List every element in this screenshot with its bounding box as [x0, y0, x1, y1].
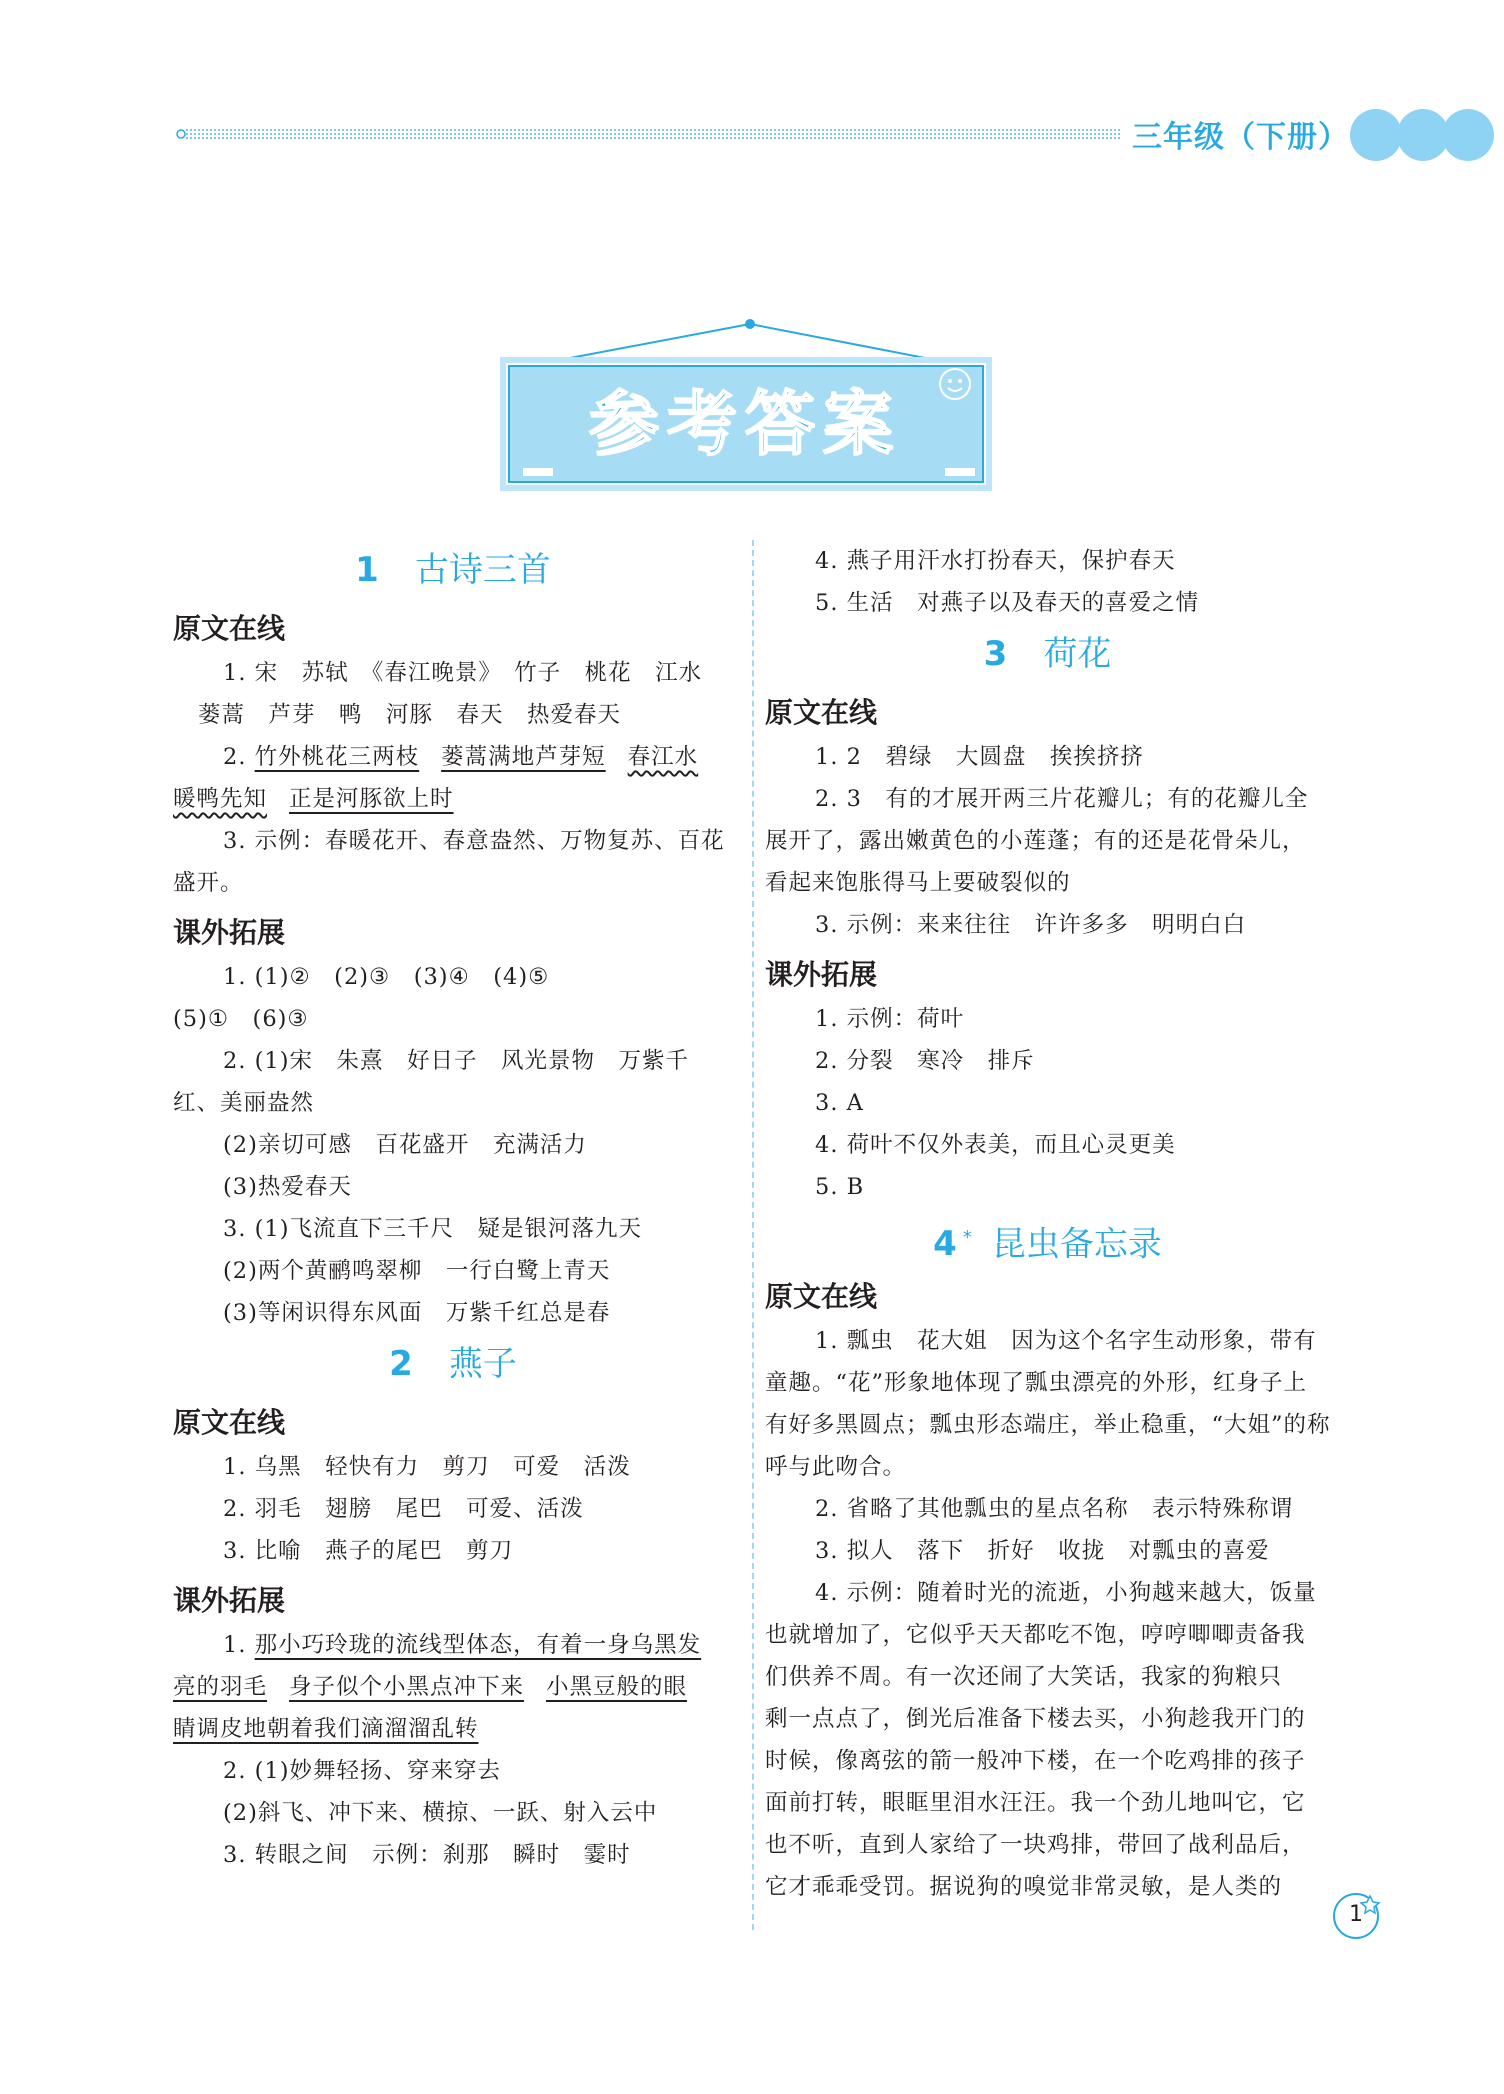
answer-line: 睛调皮地朝着我们滴溜溜乱转 [173, 1716, 479, 1742]
answer-line: 1. 乌黑 轻快有力 剪刀 可爱 活泼 [223, 1454, 631, 1480]
answer-line: 2. (1)宋 朱熹 好日子 风光景物 万紫千 [223, 1048, 689, 1074]
lesson-1-heading: 1 古诗三首 [355, 550, 551, 590]
answer-line: 盛开。 [173, 870, 244, 896]
answer-line: 蒌蒿 芦芽 鸭 河豚 春天 热爱春天 [198, 702, 622, 728]
answer-line: 4. 示例：随着时光的流逝，小狗越来越大，饭量 [815, 1580, 1317, 1606]
answer-line: 3. A [815, 1090, 864, 1116]
grade-label: 三年级（下册） [1132, 120, 1349, 155]
answer-line: 呼与此吻合。 [765, 1454, 907, 1480]
answer-line: 它才乖乖受罚。据说狗的嗅觉非常灵敏，是人类的 [765, 1874, 1283, 1900]
answer-line: 2. (1)妙舞轻扬、穿来穿去 [223, 1758, 501, 1784]
answer-line: 3. 示例：春暖花开、春意盎然、万物复苏、百花 [223, 828, 725, 854]
section-heading: 课外拓展 [173, 1584, 286, 1617]
section-heading: 课外拓展 [765, 958, 878, 991]
left-column [173, 540, 733, 1876]
answer-line: 2. 省略了其他瓢虫的星点名称 表示特殊称谓 [815, 1496, 1294, 1522]
header-rule [175, 127, 1120, 141]
answer-line: 们供养不周。有一次还闹了大笑话，我家的狗粮只 [765, 1664, 1283, 1690]
section-heading: 课外拓展 [173, 916, 286, 949]
answer-line: 红、美丽盎然 [173, 1090, 315, 1116]
lesson-4-heading: 4 * 昆虫备忘录 [933, 1224, 1162, 1265]
page-number-value: 1 [1349, 1902, 1363, 1927]
answer-line: 童趣。“花”形象地体现了瓢虫漂亮的外形，红身子上 [765, 1370, 1308, 1396]
answer-line: 1. 瓢虫 花大姐 因为这个名字生动形象，带有 [815, 1328, 1317, 1354]
answer-line: (5)① (6)③ [173, 1006, 309, 1032]
answer-line: (2)亲切可感 百花盛开 充满活力 [223, 1132, 587, 1158]
answer-line: 3. 拟人 落下 折好 收拢 对瓢虫的喜爱 [815, 1538, 1270, 1564]
column-divider [752, 540, 754, 1930]
answer-line: 暖鸭先知 正是河豚欲上时 [173, 786, 454, 812]
answer-line: 剩一点点了，倒光后准备下楼去买，小狗趁我开门的 [765, 1706, 1306, 1732]
answer-line: 2. 分裂 寒冷 排斥 [815, 1048, 1035, 1074]
answer-line: 3. 转眼之间 示例：刹那 瞬时 霎时 [223, 1842, 631, 1868]
answer-line: (3)热爱春天 [223, 1174, 352, 1200]
answer-line: 5. B [815, 1174, 865, 1200]
answer-line: 时候，像离弦的箭一般冲下楼，在一个吃鸡排的孩子 [765, 1748, 1306, 1774]
answer-line: 也不听，直到人家给了一块鸡排，带回了战利品后， [765, 1832, 1306, 1858]
answer-line: 2. 羽毛 翅膀 尾巴 可爱、活泼 [223, 1496, 584, 1522]
lesson-3-heading: 3 荷花 [983, 634, 1112, 674]
answer-line: (2)两个黄鹂鸣翠柳 一行白鹭上青天 [223, 1258, 611, 1284]
section-heading: 原文在线 [765, 1280, 878, 1313]
lesson-2-heading: 2 燕子 [389, 1344, 517, 1384]
page-number [1330, 1890, 1382, 1942]
answer-line: 面前打转，眼眶里泪水汪汪。我一个劲儿地叫它，它 [765, 1790, 1306, 1816]
header-decoration-icon [1348, 100, 1498, 170]
answer-line: 有好多黑圆点；瓢虫形态端庄，举止稳重，“大姐”的称 [765, 1412, 1331, 1438]
right-column [765, 540, 1330, 1908]
answer-line: 1. 那小巧玲珑的流线型体态，有着一身乌黑发 [223, 1632, 702, 1658]
answer-line: 展开了，露出嫩黄色的小莲蓬；有的还是花骨朵儿， [765, 828, 1306, 854]
section-heading: 原文在线 [173, 612, 286, 645]
answer-line: 亮的羽毛 身子似个小黑点冲下来 小黑豆般的眼 [173, 1674, 688, 1700]
answer-line: 1. 示例：荷叶 [815, 1006, 965, 1032]
answer-line: (2)斜飞、冲下来、横掠、一跃、射入云中 [223, 1800, 658, 1826]
answer-line: (3)等闲识得东风面 万紫千红总是春 [223, 1300, 611, 1326]
answer-line: 3. (1)飞流直下三千尺 疑是银河落九天 [223, 1216, 642, 1242]
answer-line: 4. 燕子用汗水打扮春天，保护春天 [815, 548, 1176, 574]
answer-line: 看起来饱胀得马上要破裂似的 [765, 870, 1071, 896]
answer-line: 3. 比喻 燕子的尾巴 剪刀 [223, 1538, 514, 1564]
answer-line: 5. 生活 对燕子以及春天的喜爱之情 [815, 590, 1200, 616]
answer-line: 1. 2 碧绿 大圆盘 挨挨挤挤 [815, 744, 1144, 770]
answer-line: 1. (1)② (2)③ (3)④ (4)⑤ [223, 964, 550, 990]
answer-line: 2. 3 有的才展开两三片花瓣儿；有的花瓣儿全 [815, 786, 1309, 812]
answer-line: 也就增加了，它似乎天天都吃不饱，哼哼唧唧责备我 [765, 1622, 1306, 1648]
banner-title: 参考答案 [589, 383, 901, 465]
answer-line: 2. 竹外桃花三两枝 蒌蒿满地芦芽短 春江水 [223, 744, 699, 770]
answer-line: 1. 宋 苏轼 《春江晚景》 竹子 桃花 江水 [223, 660, 703, 686]
section-heading: 原文在线 [173, 1406, 286, 1439]
section-heading: 原文在线 [765, 696, 878, 729]
answer-line: 4. 荷叶不仅外表美，而且心灵更美 [815, 1132, 1176, 1158]
answer-line: 3. 示例：来来往往 许许多多 明明白白 [815, 912, 1247, 938]
